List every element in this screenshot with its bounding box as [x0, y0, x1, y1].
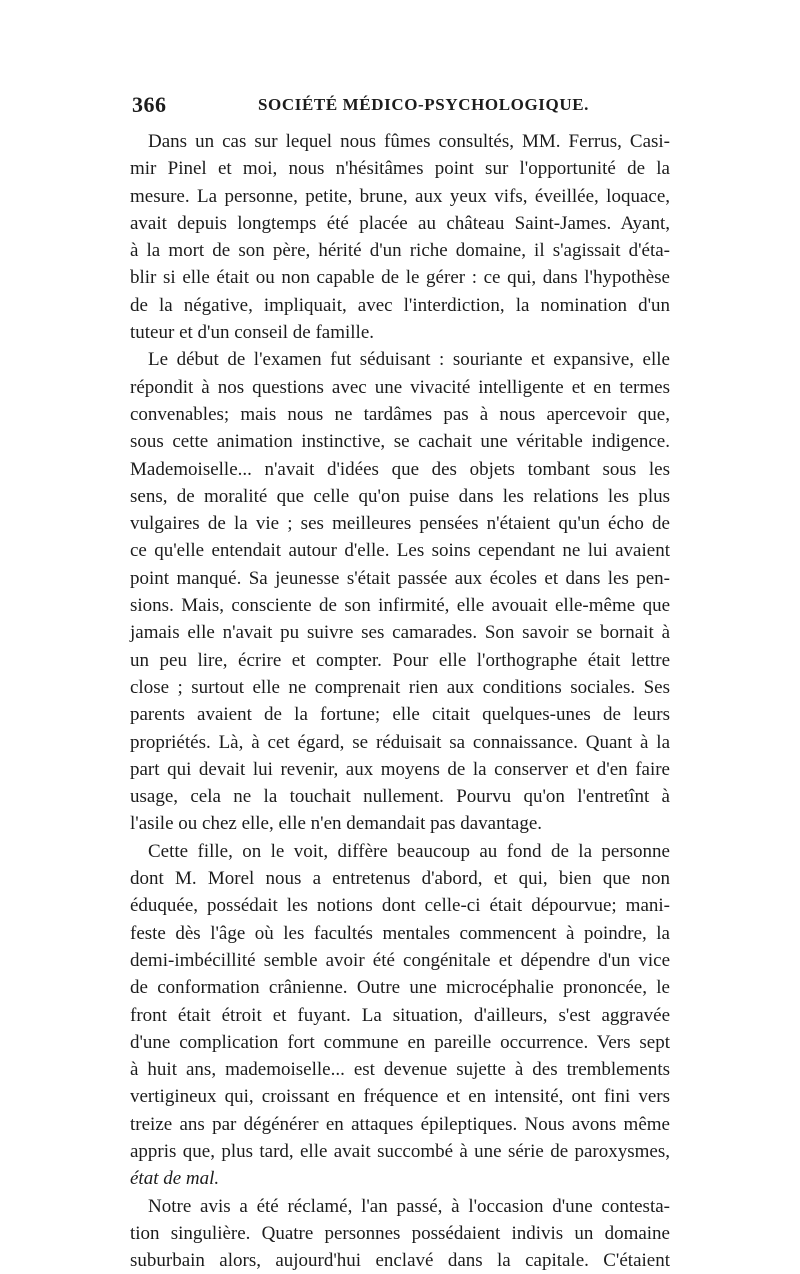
text-line: suburbain alors, aujourd'hui enclavé dans la capitale. C'étaient	[130, 1250, 670, 1272]
text-line: avait depuis longtemps été placée au château Saint-James. Ayant,	[130, 212, 670, 234]
text-line: vulgaires de la vie ; ses meilleures pensées n'étaient qu'un écho de	[130, 513, 670, 535]
text-line: Notre avis a été réclamé, l'an passé, à l'occasion d'une contesta-	[148, 1195, 670, 1217]
text-line: dont M. Morel nous a entretenus d'abord, et qui, bien que non	[130, 868, 670, 890]
text-line: close ; surtout elle ne comprenait rien aux conditions sociales. Ses	[130, 676, 670, 698]
text-line: usage, cela ne la touchait nullement. Pourvu qu'on l'entretînt à	[130, 786, 670, 808]
text-line: Cette fille, on le voit, diffère beaucoup au fond de la personne	[148, 840, 670, 862]
running-title: SOCIÉTÉ MÉDICO-PSYCHOLOGIQUE.	[258, 95, 590, 114]
body-text	[130, 128, 670, 1274]
text-line: tion singulière. Quatre personnes possédaient indivis un domaine	[130, 1222, 670, 1244]
text-line: ce qu'elle entendait autour d'elle. Les soins cependant ne lui avaient	[130, 540, 670, 562]
text-line: Dans un cas sur lequel nous fûmes consultés, MM. Ferrus, Casi-	[148, 131, 670, 152]
text-line: mir Pinel et moi, nous n'hésitâmes point sur l'opportunité de la	[130, 158, 670, 180]
text-line: sous cette animation instinctive, se cachait une véritable indigence.	[130, 431, 670, 453]
running-head	[132, 92, 672, 118]
text-line: convenables; mais nous ne tardâmes pas à nous apercevoir que,	[130, 403, 670, 425]
text-line: l'asile ou chez elle, elle n'en demandait pas davantage.	[130, 813, 542, 835]
text-line: sions. Mais, consciente de son infirmité, elle avouait elle-même que	[130, 595, 670, 617]
text-line: répondit à nos questions avec une vivacité intelligente et en termes	[130, 376, 670, 398]
text-line: à la mort de son père, hérité d'un riche domaine, il s'agissait d'éta-	[130, 240, 670, 262]
text-line: un peu lire, écrire et compter. Pour elle l'orthographe était lettre	[130, 649, 670, 671]
text-line: éduquée, possédait les notions dont celle-ci était dépourvue; mani-	[130, 895, 670, 917]
text-line: vertigineux qui, croissant en fréquence et en intensité, ont fini vers	[130, 1086, 670, 1108]
text-line: Mademoiselle... n'avait d'idées que des objets tombant sous les	[130, 458, 670, 480]
text-line: point manqué. Sa jeunesse s'était passée aux écoles et dans les pen-	[130, 567, 670, 589]
text-line: front était étroit et fuyant. La situation, d'ailleurs, s'est aggravée	[130, 1004, 670, 1026]
text-line: demi-imbécillité semble avoir été congénitale et dépendre d'un vice	[130, 949, 670, 971]
text-line: sens, de moralité que celle qu'on puise dans les relations les plus	[130, 485, 670, 507]
text-line: propriétés. Là, à cet égard, se réduisait sa connaissance. Quant à la	[130, 731, 670, 753]
text-line: mesure. La personne, petite, brune, aux yeux vifs, éveillée, loquace,	[130, 185, 670, 207]
text-line: Le début de l'examen fut séduisant : souriante et expansive, elle	[148, 349, 670, 371]
text-line: état de mal.	[130, 1168, 220, 1190]
text-line: tuteur et d'un conseil de famille.	[130, 322, 375, 344]
page-number: 366	[132, 92, 167, 117]
text-line: de la négative, impliquait, avec l'interdiction, la nomination d'un	[130, 294, 670, 316]
text-line: parents avaient de la fortune; elle citait quelques-unes de leurs	[130, 704, 670, 726]
text-line: blir si elle était ou non capable de le gérer : ce qui, dans l'hypothèse	[130, 267, 670, 289]
text-line: d'une complication fort commune en pareille occurrence. Vers sept	[130, 1031, 670, 1053]
text-line: part qui devait lui revenir, aux moyens de la conserver et d'en faire	[130, 758, 670, 780]
text-line: feste dès l'âge où les facultés mentales commencent à poindre, la	[130, 922, 670, 944]
text-line: de conformation crânienne. Outre une microcéphalie prononcée, le	[130, 977, 670, 999]
text-line: appris que, plus tard, elle avait succombé à une série de paroxysmes,	[130, 1140, 670, 1162]
text-line: jamais elle n'avait pu suivre ses camarades. Son savoir se bornait à	[130, 622, 670, 644]
text-line: treize ans par dégénérer en attaques épileptiques. Nous avons même	[130, 1113, 670, 1135]
text-line: à huit ans, mademoiselle... est devenue sujette à des tremblements	[130, 1059, 670, 1081]
